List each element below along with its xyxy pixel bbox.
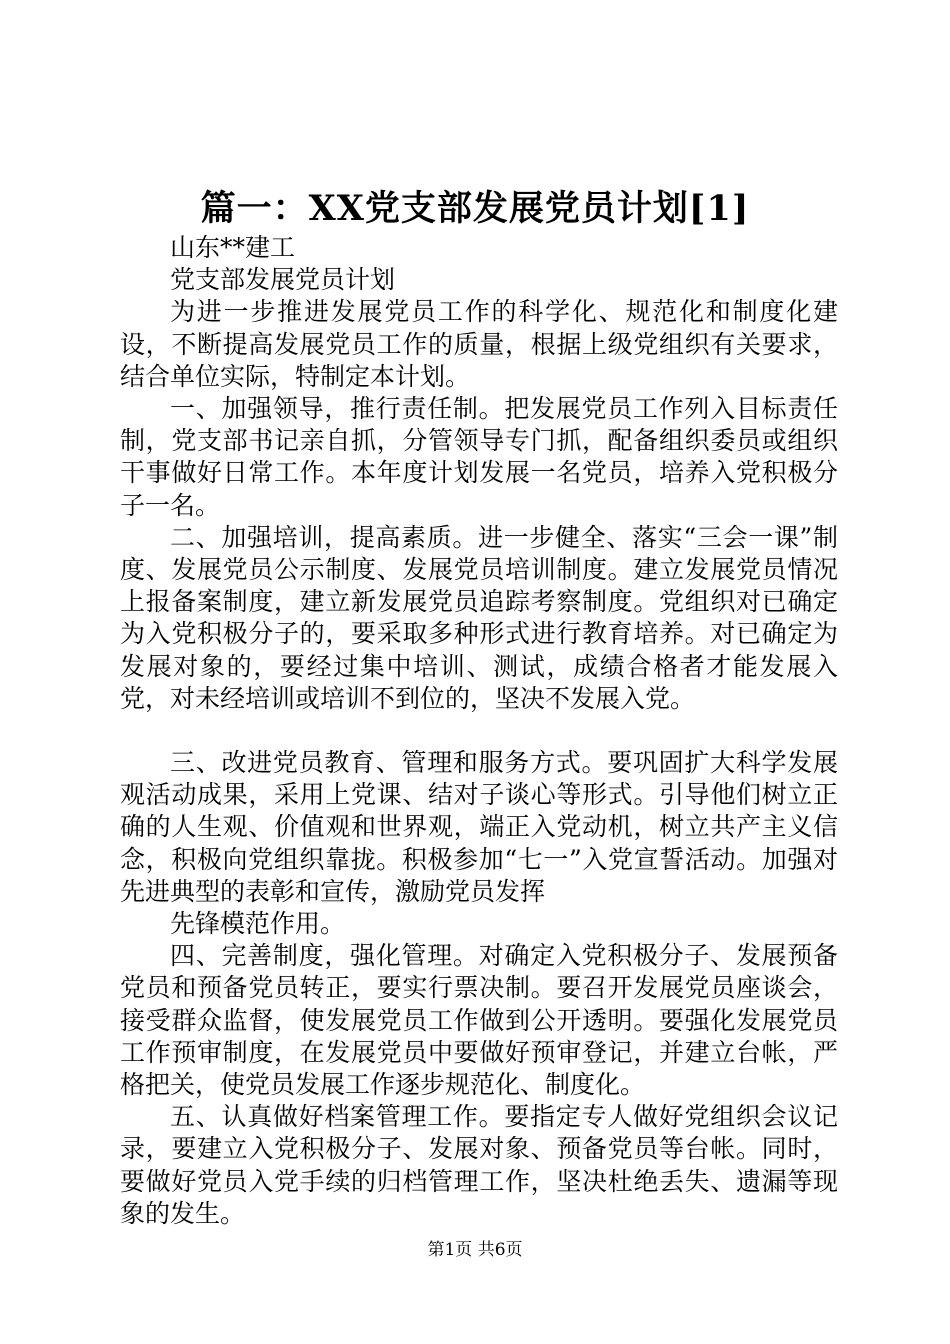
section-four-paragraph: 四、完善制度，强化管理。对确定入党积极分子、发展预备党员和预备党员转正，要实行票决制。要召开发展党员座谈会，接受群众监督，使发展党员工作做到公开透明。要强化发展党员工作预审制度，在发展党员中要做好预审登记，并建立台帐，严格把关，使党员发展工作逐步规范化、制度化。 xyxy=(120,941,838,1100)
paragraph-gap xyxy=(120,715,838,747)
company-line: 山东**建工 xyxy=(170,233,296,262)
section-five-paragraph: 五、认真做好档案管理工作。要指定专人做好党组织会议记录，要建立入党积极分子、发展对象、预备党员等台帐。同时，要做好党员入党手续的归档管理工作，坚决杜绝丢失、遗漏等现象的发生。 xyxy=(120,1102,838,1228)
section-one-paragraph: 一、加强领导，推行责任制。把发展党员工作列入目标责任制，党支部书记亲自抓，分管领导专门抓，配备组织委员或组织干事做好日常工作。本年度计划发展一名党员，培养入党积极分子一名。 xyxy=(120,394,838,520)
document-name-line: 党支部发展党员计划 xyxy=(170,265,396,295)
intro-paragraph: 为进一步推进发展党员工作的科学化、规范化和制度化建设，不断提高发展党员工作的质量，根据上级党组织有关要求，结合单位实际，特制定本计划。 xyxy=(120,297,838,391)
page-number-footer: 第1页 共6页 xyxy=(427,1240,523,1260)
section-three-paragraph: 三、改进党员教育、管理和服务方式。要巩固扩大科学发展观活动成果，采用上党课、结对子谈心等形式。引导他们树立正确的人生观、价值观和世界观，端正入党动机，树立共产主义信念，积极向党组织靠拢。积极参加“七一”入党宣誓活动。加强对先进典型的表彰和宣传，激励党员发挥 xyxy=(120,748,838,906)
section-three-continuation: 先锋模范作用。 xyxy=(170,909,346,939)
document-title: 篇一：XX党支部发展党员计划[1] xyxy=(200,188,750,229)
section-two-paragraph: 二、加强培训，提高素质。进一步健全、落实“三会一课”制度、发展党员公示制度、发展党员培训制度。建立发展党员情况上报备案制度，建立新发展党员追踪考察制度。党组织对已确定为入党积极分子的，要采取多种形式进行教育培养。对已确定为发展对象的，要经过集中培训、测试，成绩合格者才能发展入党，对未经培训或培训不到位的，坚决不发展入党。 xyxy=(120,522,838,713)
document-body xyxy=(120,232,838,1230)
